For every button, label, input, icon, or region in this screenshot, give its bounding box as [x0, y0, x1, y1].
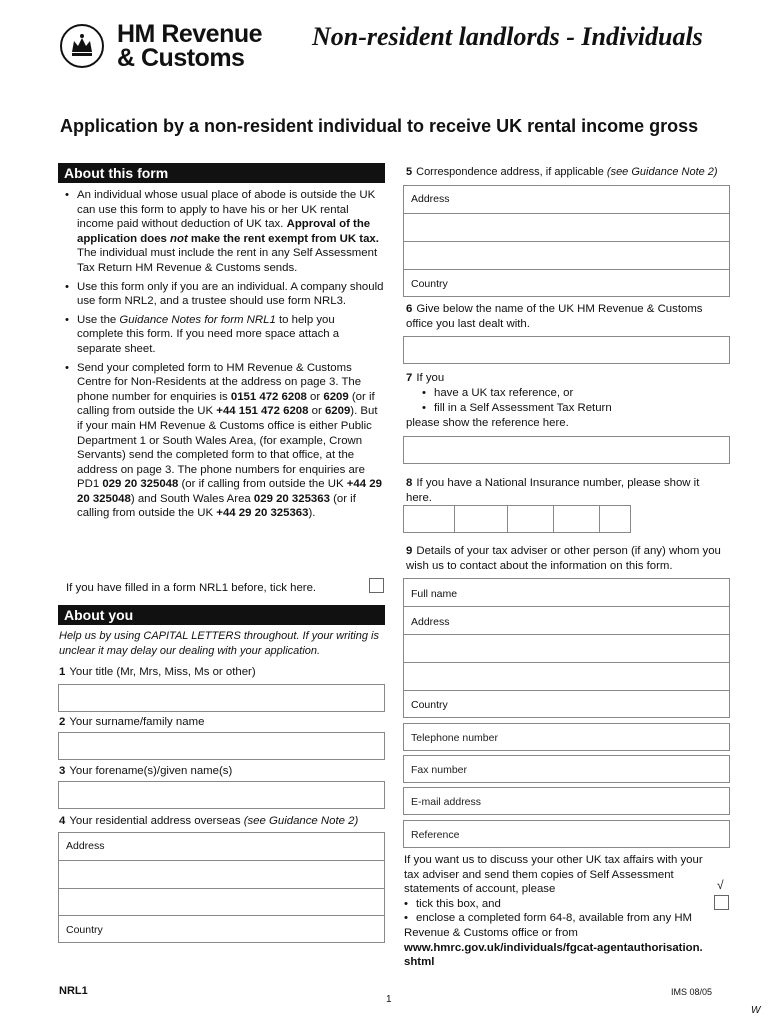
q7-label: 7 If you • have a UK tax reference, or • fill in a Self Assessment Tax Return please show the reference here.: [406, 372, 612, 429]
ni-segment[interactable]: [404, 506, 455, 532]
correspondence-address-line-3[interactable]: [404, 242, 729, 270]
bullet-send-form: • Send your completed form to HM Revenue & Customs Centre for Non-Residents at the address on page 3. The phone number for enquiries is 0151 472 6208 or 6209 (or if calling from outside the UK +44 151 472 6208 or 6209). But if your main HM Revenue & Customs office is either Public Department 1 or South Wales Area, (for example, Crown Servants) send the completed form to that office, at the address on page 3. The phone numbers for enquiries are PD1 029 20 325048 (or if calling from outside the UK +44 29 20 325048) and South Wales Area 029 20 325363 (or if calling from outside the UK +44 29 20 325363).: [62, 361, 384, 522]
adviser-fax-input[interactable]: Fax number: [403, 755, 730, 783]
forenames-input[interactable]: [58, 781, 385, 809]
bullet-guidance: • Use the Guidance Notes for form NRL1 to help you complete this form. If you need more space attach a separate sheet.: [62, 313, 384, 357]
section-about-you: About you: [58, 605, 385, 625]
hmrc-logo: HM Revenue & Customs: [117, 20, 263, 72]
tax-reference-input[interactable]: [403, 436, 730, 464]
q4-label: 4 Your residential address overseas (see Guidance Note 2): [59, 815, 359, 827]
residential-address-line-2[interactable]: [59, 861, 384, 889]
correspondence-address-line-1[interactable]: Address: [404, 186, 729, 214]
adviser-country-input[interactable]: Country: [411, 699, 448, 711]
adviser-details[interactable]: [403, 578, 730, 718]
ni-segment[interactable]: [554, 506, 600, 532]
tick-mark-icon: √: [717, 878, 724, 892]
q2-label: 2 Your surname/family name: [59, 716, 205, 728]
corner-mark: W: [751, 1005, 761, 1016]
correspondence-address-input[interactable]: [403, 185, 730, 297]
q5-label: 5 Correspondence address, if applicable (see Guidance Note 2): [406, 166, 718, 178]
bullet-individual-only: • Use this form only if you are an individual. A company should use form NRL2, and a trustee should use form NRL3.: [62, 280, 384, 309]
ni-segment[interactable]: [508, 506, 554, 532]
hmrc-office-input[interactable]: [403, 336, 730, 364]
adviser-telephone-input[interactable]: Telephone number: [403, 723, 730, 751]
nrl1-before-label: If you have filled in a form NRL1 before, tick here.: [66, 582, 317, 594]
title-input[interactable]: [58, 684, 385, 712]
ni-segment[interactable]: [455, 506, 508, 532]
adviser-email-input[interactable]: E-mail address: [403, 787, 730, 815]
adviser-full-name-input[interactable]: Full name: [404, 579, 729, 607]
about-form-bullets: [62, 188, 384, 525]
page-number: 1: [386, 994, 392, 1005]
correspondence-address-line-2[interactable]: [404, 214, 729, 242]
section-about-form: About this form: [58, 163, 385, 183]
surname-input[interactable]: [58, 732, 385, 760]
capitals-instruction: Help us by using CAPITAL LETTERS throughout. If your writing is unclear it may delay our dealing with your application.: [59, 630, 379, 657]
bullet-eligibility: • An individual whose usual place of abode is outside the UK can use this form to apply to have his or her UK rental income paid without deduction of UK tax. Approval of the application does not make the rent exempt from UK tax. The individual must include the rent in any Self Assessment Tax Return HM Revenue & Customs sends.: [62, 188, 384, 276]
discuss-instructions: If you want us to discuss your other UK tax affairs with your tax adviser and send them copies of Self Assessment statements of account, please • tick this box, and • enclose a completed form 64-8, available from any HM Revenue & Customs office or from www.hmrc.gov.uk/individuals/fgcat-agentauthorisation.shtml: [404, 854, 703, 969]
adviser-address-line-3[interactable]: [404, 663, 729, 691]
hmrc-url: www.hmrc.gov.uk/individuals/fgcat-agentauthorisation.shtml: [404, 941, 703, 969]
residential-country[interactable]: Country: [66, 924, 103, 936]
residential-address-input[interactable]: [58, 832, 385, 943]
form-title: Non-resident landlords - Individuals: [312, 22, 703, 51]
q3-label: 3 Your forename(s)/given name(s): [59, 765, 233, 777]
form-version: IMS 08/05: [671, 987, 713, 997]
crown-icon: [60, 24, 104, 68]
q6-label: 6 Give below the name of the UK HM Revenue & Customs office you last dealt with.: [406, 303, 703, 330]
adviser-discuss-checkbox[interactable]: [714, 895, 729, 910]
residential-address-line-3[interactable]: [59, 889, 384, 916]
adviser-address-line-1[interactable]: Address: [404, 607, 729, 635]
residential-address-line-1[interactable]: Address: [59, 833, 384, 861]
q9-label: 9 Details of your tax adviser or other person (if any) whom you wish us to contact about the information on this form.: [406, 545, 721, 572]
correspondence-country[interactable]: Country: [411, 278, 448, 290]
q1-label: 1 Your title (Mr, Mrs, Miss, Ms or other): [59, 666, 256, 678]
ni-number-input[interactable]: [403, 505, 631, 533]
q8-label: 8 If you have a National Insurance number, please show it here.: [406, 477, 700, 504]
nrl1-before-checkbox[interactable]: [369, 578, 384, 593]
adviser-address-line-2[interactable]: [404, 635, 729, 663]
ni-segment[interactable]: [600, 506, 630, 532]
form-code: NRL1: [59, 985, 88, 997]
page-title: Application by a non-resident individual to receive UK rental income gross: [60, 116, 699, 136]
adviser-reference-input[interactable]: Reference: [403, 820, 730, 848]
